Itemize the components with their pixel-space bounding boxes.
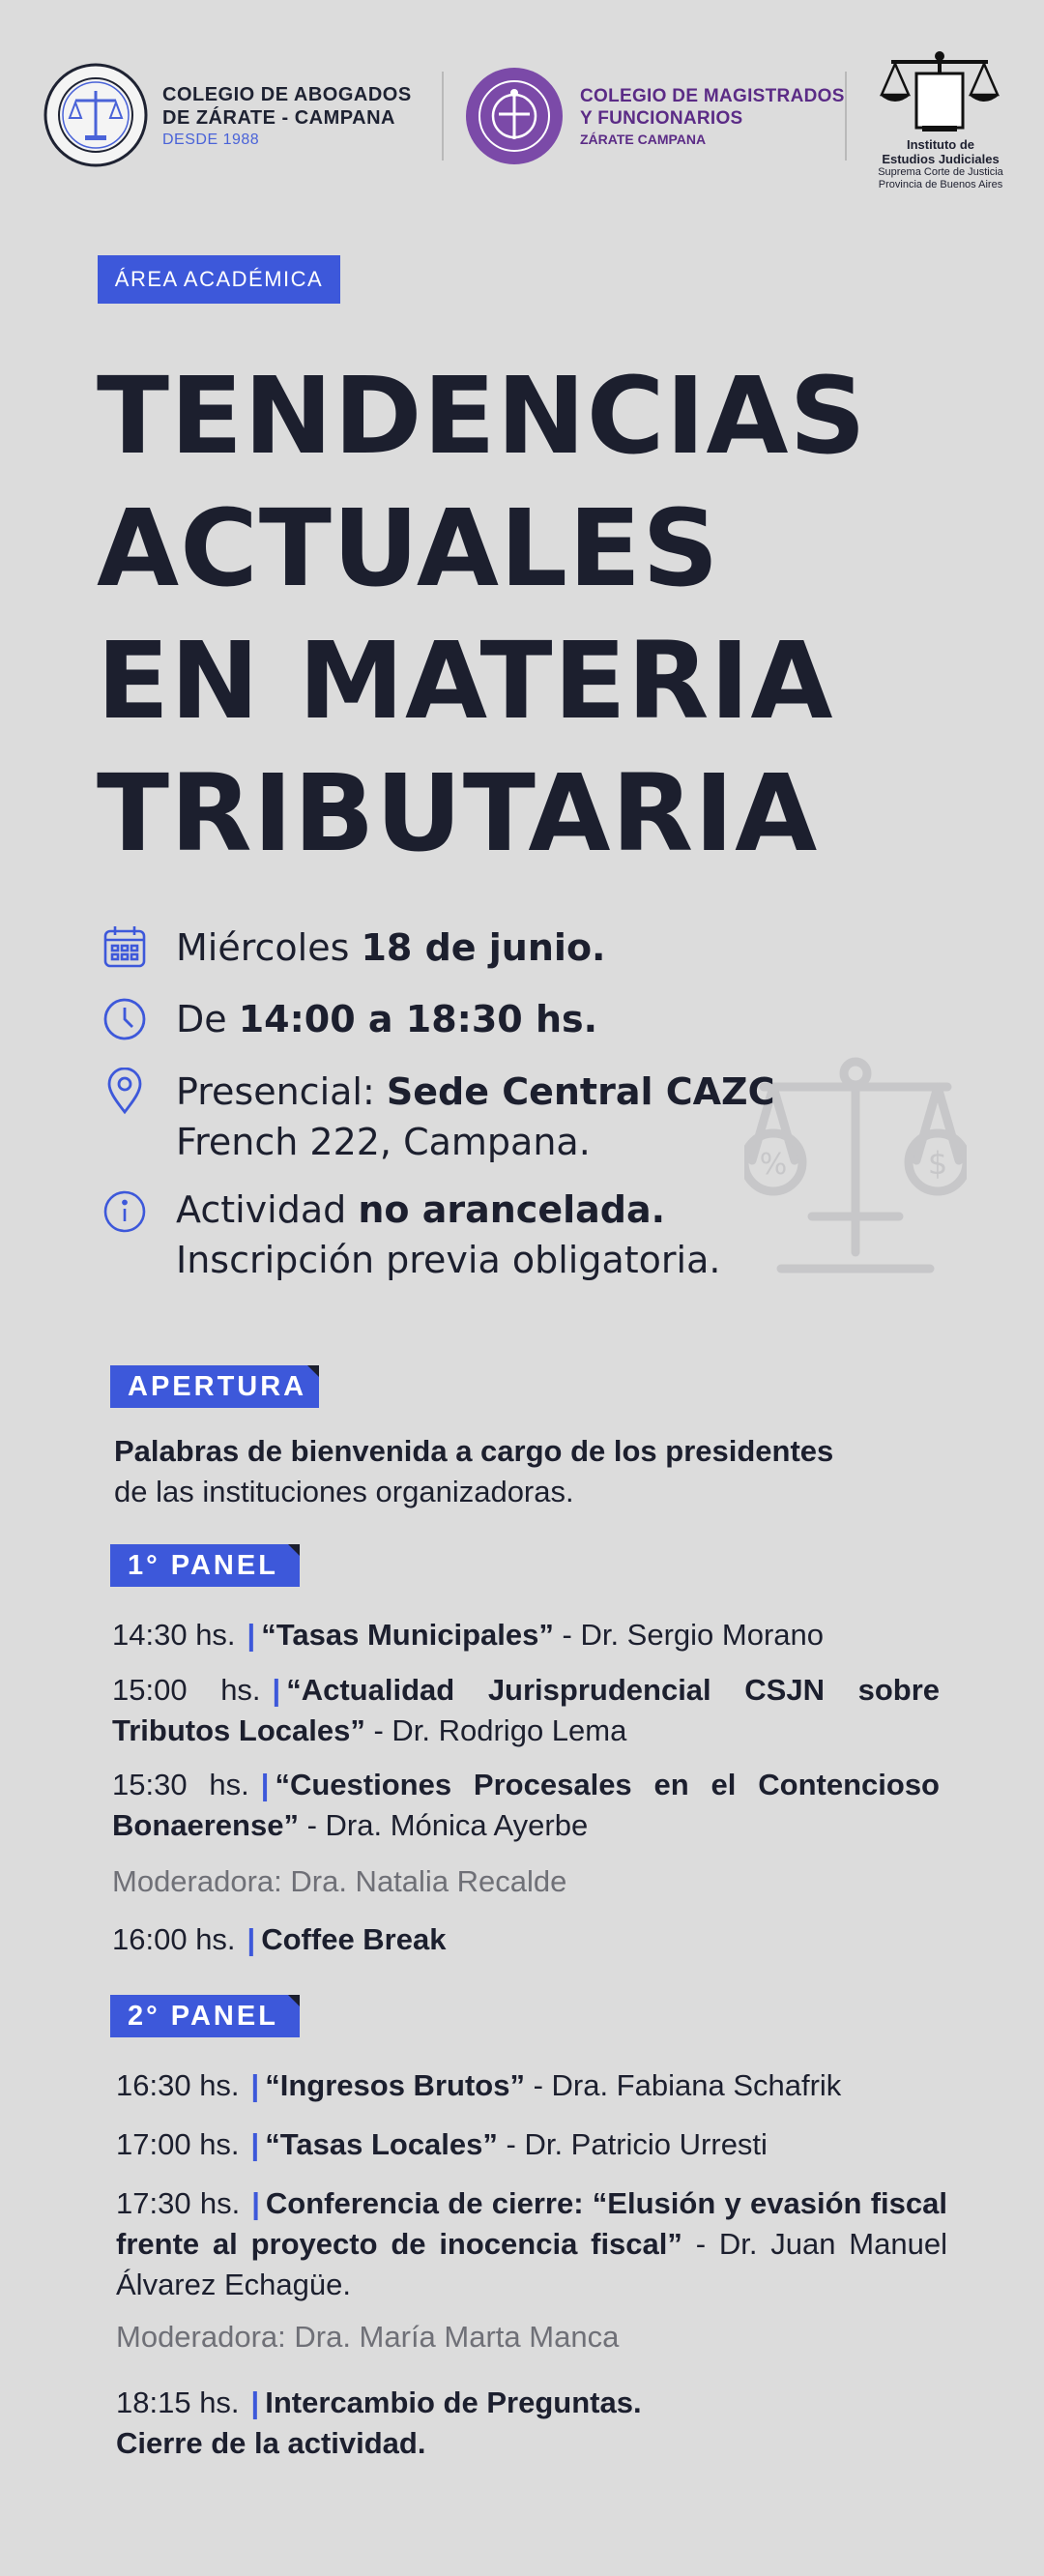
closing-line-1 [116,2383,947,2423]
logo3-line4: Provincia de Buenos Aires [878,179,1003,190]
item-title: “Ingresos Brutos” [265,2068,525,2102]
item-time: 18:15 hs. [116,2386,240,2419]
apertura-badge: APERTURA [110,1365,319,1408]
program-item [112,1615,943,1655]
logo2-line2: Y FUNCIONARIOS [580,108,743,129]
closing-text: Cierre de la actividad. [116,2426,426,2460]
item-title: Coffee Break [261,1922,447,1956]
opening-line-2: de las instituciones organizadoras. [114,1475,574,1508]
separator-bar: | [272,1673,281,1707]
item-speaker: - Dr. Sergio Morano [553,1618,824,1652]
place-prefix: Presencial: [176,1070,387,1113]
fee-value: no arancelada. [358,1188,666,1231]
title-line-4: TRIBUTARIA [97,751,819,875]
place-line-1 [176,1067,774,1117]
event-fee [176,1185,720,1285]
colegio-magistrados-name [580,85,860,147]
date-prefix: Miércoles [176,926,362,969]
item-speaker: - Dr. Rodrigo Lema [364,1713,627,1747]
logo3-line1: Instituto de [906,137,975,152]
item-time: 16:00 hs. [112,1922,236,1956]
separator-bar: | [250,2127,260,2161]
item-time: 15:00 hs. [112,1673,261,1707]
item-time: 14:30 hs. [112,1618,236,1652]
item-title: Intercambio de Preguntas. [265,2386,642,2419]
logo1-since: DESDE 1988 [162,132,260,148]
item-speaker: - Dr. Juan Manuel Álvarez Echagüe. [116,2227,947,2301]
calendar-icon [102,924,147,969]
item-speaker: - Dra. Mónica Ayerbe [298,1808,589,1842]
fee-registration: Inscripción previa obligatoria. [176,1239,721,1281]
fee-prefix: Actividad [176,1188,359,1231]
separator-bar: | [250,2068,260,2102]
logo2-sub: ZÁRATE CAMPANA [580,132,707,147]
event-place [176,1067,774,1167]
closing-item [116,2383,947,2464]
time-value: 14:00 a 18:30 hs. [238,998,598,1040]
logo1-line1: COLEGIO DE ABOGADOS [162,84,412,105]
location-pin-icon [102,1068,147,1112]
item-time: 17:30 hs. [116,2186,241,2220]
area-academica-badge: ÁREA ACADÉMICA [98,255,340,304]
logo3-line3: Suprema Corte de Justicia [878,166,1003,178]
decorative-scale-icon [744,1054,967,1281]
panel-2-moderator: Moderadora: Dra. María Marta Manca [116,2320,620,2354]
item-time: 15:30 hs. [112,1768,249,1801]
header-divider [442,72,444,161]
event-date [176,922,605,973]
title-line-2: ACTUALES [97,486,720,610]
logo3-line2: Estudios Judiciales [882,152,1000,166]
colegio-magistrados-seal [464,66,565,166]
time-prefix: De [176,998,239,1040]
event-title [97,350,967,880]
item-title: “Actualidad Jurisprudencial CSJN sobre Tributos Locales” [112,1673,940,1747]
svg-text:$: $ [927,1145,948,1182]
item-title: “Cuestiones Procesales en el Contencioso Bonaerense” [112,1768,940,1842]
item-speaker: - Dr. Patricio Urresti [497,2127,768,2161]
separator-bar: | [246,1618,256,1652]
title-line-3: EN MATERIA [97,619,834,743]
separator-bar: | [250,2386,260,2419]
separator-bar: | [260,1768,270,1801]
program-item [116,2124,947,2165]
program-item [116,2183,947,2305]
program-item [112,1765,940,1846]
panel-2-badge: 2° PANEL [110,1995,300,2037]
item-speaker: - Dra. Fabiana Schafrik [524,2068,842,2102]
place-venue: Sede Central CAZC [386,1070,775,1113]
title-line-1: TENDENCIAS [97,354,867,478]
colegio-abogados-seal [43,62,149,168]
logo2-line1: COLEGIO DE MAGISTRADOS [580,86,845,106]
colegio-abogados-name [162,83,452,149]
item-title: “Tasas Locales” [265,2127,498,2161]
panel-1-badge: 1° PANEL [110,1544,300,1587]
instituto-estudios-name [860,137,1021,191]
opening-line-1: Palabras de bienvenida a cargo de los presidentes [114,1434,834,1468]
event-time [176,994,597,1044]
justice-scale-logo [878,48,1001,137]
clock-icon [102,997,147,1041]
item-title: “Tasas Municipales” [261,1618,554,1652]
item-title: Conferencia de cierre: “Elusión y evasión fiscal frente al proyecto de inocencia fiscal” [116,2186,947,2261]
program-item [112,1670,940,1751]
separator-bar: | [251,2186,260,2220]
fee-line-1 [176,1185,720,1235]
closing-line-2 [116,2423,947,2464]
panel-1-moderator: Moderadora: Dra. Natalia Recalde [112,1864,567,1898]
date-value: 18 de junio. [361,926,606,969]
separator-bar: | [246,1922,256,1956]
item-time: 16:30 hs. [116,2068,240,2102]
info-icon [102,1189,147,1234]
logo1-line2: DE ZÁRATE - CAMPANA [162,107,395,129]
program-item [116,2065,947,2106]
svg-text:%: % [759,1148,788,1182]
header-divider [845,72,847,161]
coffee-break-item [112,1919,943,1960]
item-time: 17:00 hs. [116,2127,240,2161]
place-address: French 222, Campana. [176,1121,591,1163]
opening-text [114,1431,945,1512]
